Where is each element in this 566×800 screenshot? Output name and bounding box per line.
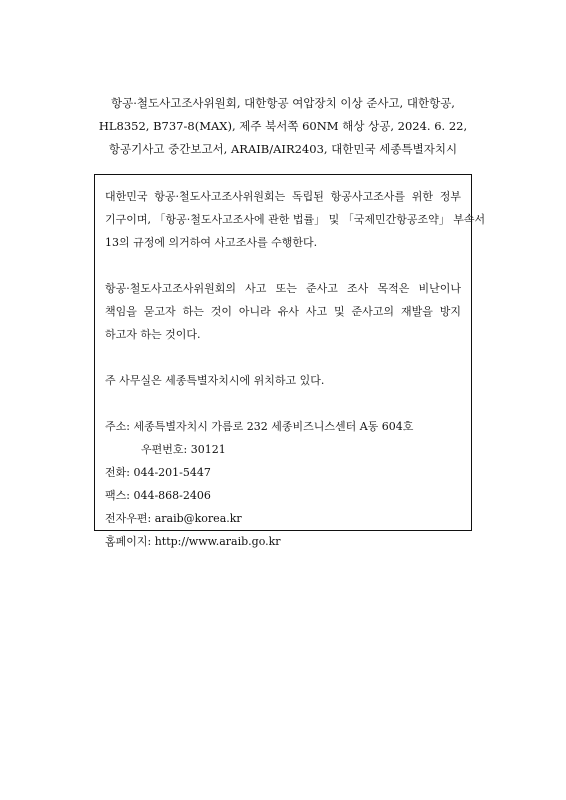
board-description-line-1: 대한민국 항공·철도사고조사위원회는 독립된 항공사고조사를 위한 정부 xyxy=(105,190,461,203)
citation-line-1: 항공·철도사고조사위원회, 대한항공 여압장치 이상 준사고, 대한항공, xyxy=(111,96,455,110)
citation-line-3: 항공기사고 중간보고서, ARAIB/AIR2403, 대한민국 세종특별자치시 xyxy=(108,142,458,156)
address-line: 주소: 세종특별자치시 가름로 232 세종비즈니스센터 A동 604호 xyxy=(105,420,414,433)
board-description-line-2: 기구이며, 「항공·철도사고조사에 관한 법률」 및 「국제민간항공조약」 부속서 xyxy=(105,213,486,226)
postal-code-line: 우편번호: 30121 xyxy=(141,443,226,456)
investigation-purpose-line-1: 항공·철도사고조사위원회의 사고 또는 준사고 조사 목적은 비난이나 xyxy=(105,282,461,295)
paragraph-spacer xyxy=(105,254,461,277)
homepage-line: 홈페이지: http://www.araib.go.kr xyxy=(105,535,281,548)
office-location-line: 주 사무실은 세종특별자치시에 위치하고 있다. xyxy=(105,374,325,387)
board-info-box xyxy=(94,174,486,548)
paragraph-spacer xyxy=(105,346,461,369)
board-description-line-3: 13의 규정에 의거하여 사고조사를 수행한다. xyxy=(105,236,318,249)
report-citation xyxy=(60,92,506,161)
email-line: 전자우편: araib@korea.kr xyxy=(105,512,242,525)
investigation-purpose-line-2: 책임을 묻고자 하는 것이 아니라 유사 사고 및 준사고의 재발을 방지 xyxy=(105,305,461,318)
office-location-paragraph xyxy=(105,369,461,392)
fax-line: 팩스: 044-868-2406 xyxy=(105,489,211,502)
citation-line-2: HL8352, B737-8(MAX), 제주 북서쪽 60NM 해상 상공, 2024. 6. 22, xyxy=(98,119,468,133)
investigation-purpose-paragraph xyxy=(105,277,461,346)
phone-line: 전화: 044-201-5447 xyxy=(105,466,211,479)
investigation-purpose-line-3: 하고자 하는 것이다. xyxy=(105,328,201,341)
board-description-paragraph xyxy=(105,185,486,254)
contact-block xyxy=(105,415,461,553)
paragraph-spacer xyxy=(105,392,461,415)
